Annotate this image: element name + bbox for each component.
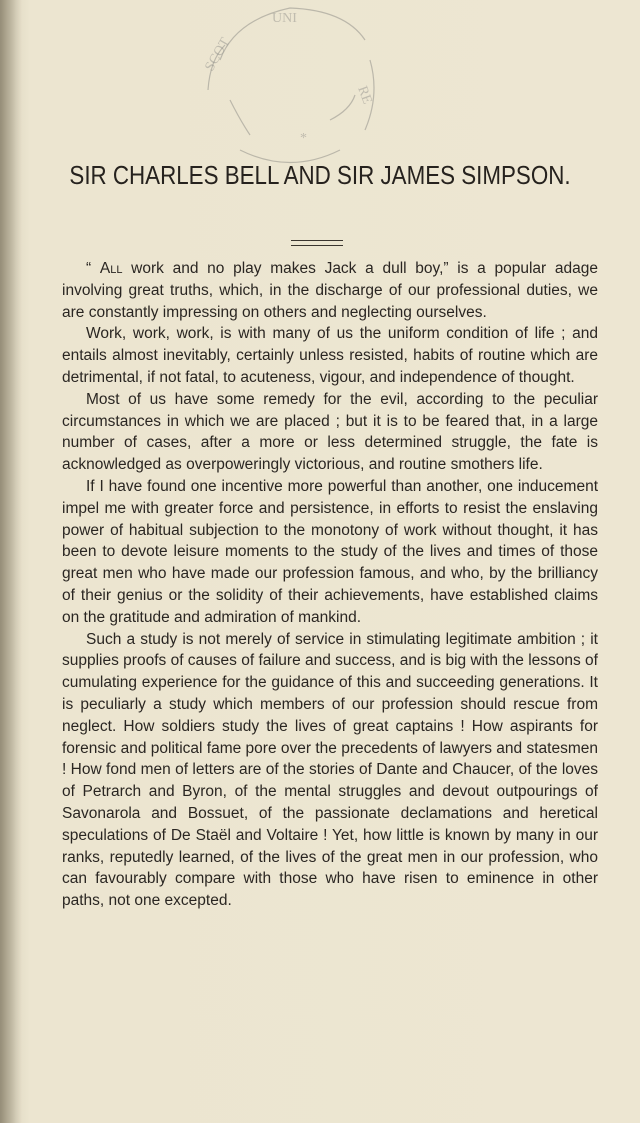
page-title: SIR CHARLES BELL AND SIR JAMES SIMPSON.	[69, 160, 571, 190]
svg-text:*: *	[300, 131, 307, 146]
paragraph-3: Most of us have some remedy for the evil, according to the peculiar circumstances in which we are placed ; but it is to be feared that, in a large number of cases, after a more or less determined struggle, the fate is acknowledged as overpoweringly victorious, and routine smothers life.	[62, 390, 598, 474]
opening-word: All	[99, 260, 123, 277]
paragraph-1-text: work and no play makes Jack a dull boy,” is a popular adage involving great truths, which, in the discharge of our professional duties, we are constantly impressing on others and neglecting ourselves.	[62, 260, 599, 321]
body-text	[62, 258, 598, 912]
svg-text:SCOT: SCOT	[202, 35, 234, 74]
title-rule-upper	[291, 240, 343, 241]
svg-text:RE: RE	[354, 84, 375, 107]
title-rule-lower	[291, 245, 343, 246]
svg-text:UNI: UNI	[272, 11, 297, 26]
paragraph-4: If I have found one incentive more powerful than another, one inducement impel me with greater force and persistence, in efforts to resist the enslaving power of habitual subjection to the monotony of work without thought, it has been to devote leisure moments to the study of the lives and times of those great men who have made our profession famous, and who, by the brilliancy of their genius or the solidity of their achievements, have established claims on the gratitude and admiration of mankind.	[62, 477, 598, 626]
paragraph-5: Such a study is not merely of service in stimulating legitimate ambition ; it supplies proofs of causes of failure and success, and is big with the lessons of cumulating experience for the guidance of this and succeeding generations. It is peculiarly a study which members of our profession should rescue from neglect. How soldiers study the lives of great captains ! How aspirants for forensic and political fame pore over the precedents of lawyers and statesmen ! How fond men of letters are of the stories of Dante and Chaucer, of the loves of Petrarch and Byron, of the mental struggles and devout outpourings of Savonarola and Bossuet, of the passionate declamations and heretical speculations of De Staël and Voltaire ! Yet, how little is known by many in our ranks, reputedly learned, of the lives of the great men in our profession, who can favourably compare with those who have risen to eminence in other paths, not one excepted.	[62, 630, 598, 910]
library-stamp	[180, 0, 400, 180]
paragraph-2: Work, work, work, is with many of us the uniform condition of life ; and entails almost inevitably, certainly unless resisted, habits of routine which are detrimental, if not fatal, to acuteness, vigour, and independence of thought.	[62, 325, 598, 386]
page-gutter-shadow	[0, 0, 22, 1123]
paragraph-1: “ All work and no play makes Jack a dull boy,” is a popular adage involving great truths, which, in the discharge of our professional duties, we are constantly impressing on others and neglecting ourselves.	[62, 260, 599, 321]
